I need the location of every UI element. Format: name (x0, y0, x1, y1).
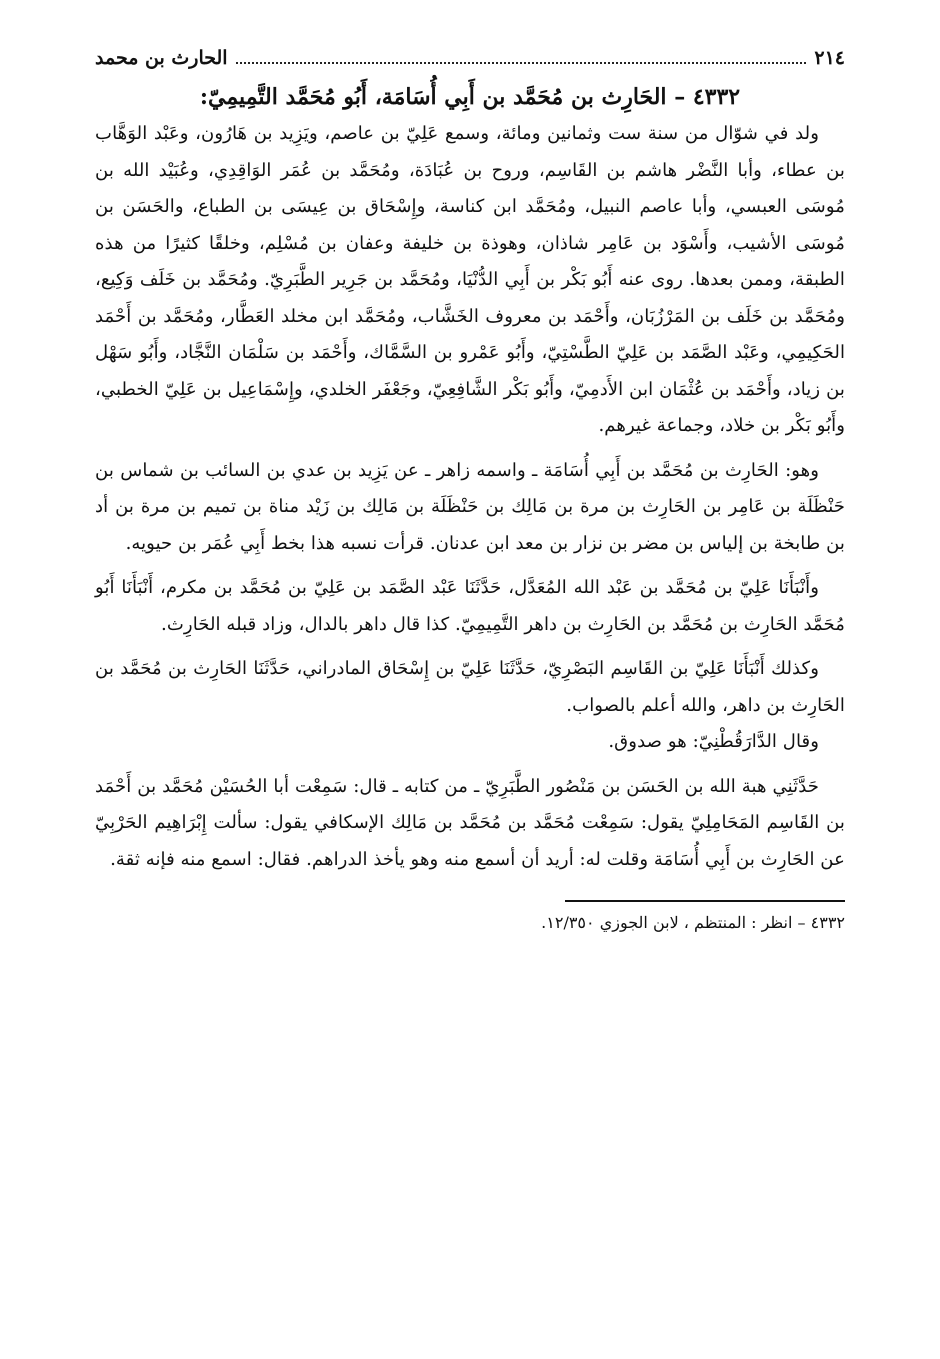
isnad-paragraph-1: وأَنْبَأَنَا عَلِيّ بن مُحَمَّد بن عَبْد الله المُعَدَّل، حَدَّثَنَا عَبْد الصَّمَد بن عَلِيّ بن مُحَمَّد بن مكرم، أَنْبَأَنَا أَبُو مُحَمَّد الحَارِث بن مُحَمَّد بن الحَارِث بن داهر التَّمِيمِيّ. كذا قال داهر بالدال، وزاد قبله الحَارِث. (95, 577, 845, 635)
biography-paragraph: ولد في شوّال من سنة ست وثمانين ومائة، وسمع عَلِيّ بن عاصم، ويَزِيد بن هَارُون، وعَبْد الوَهَّاب بن عطاء، وأبا النَّضْر هاشم بن القَاسِم، وروح بن عُبَادَة، ومُحَمَّد بن عُمَر الوَاقِدِي، وعُبَيْد الله بن مُوسَى العبسي، وأبا عاصم النبيل، ومُحَمَّد ابن كناسة، وإِسْحَاق بن عِيسَى بن الطباع، والحَسَن بن مُوسَى الأشيب، وأَسْوَد بن عَامِر شاذان، وهوذة بن خليفة وعفان بن مُسْلِم، وخلقًا كثيرًا من هذه الطبقة، وممن بعدها. روى عنه أَبُو بَكْر بن أَبِي الدُّنْيَا، ومُحَمَّد بن جَرِير الطَّبَرِيّ. ومُحَمَّد بن خَلَف وَكِيع، ومُحَمَّد بن خَلَف بن المَرْزُبَان، وأَحْمَد بن معروف الخَشَّاب، ومُحَمَّد ابن مخلد العَطَّار، ومُحَمَّد بن أَحْمَد الحَكِيمِي، وعَبْد الصَّمَد بن عَلِيّ الطَّسْتِيّ، وأَبُو عَمْرو بن السَّمَّاك، وأَحْمَد بن سَلْمَان النَّجَّاد، وأَبُو سَهْل بن زياد، وأَحْمَد بن عُثْمَان ابن الأَدمِيّ، وأَبُو بَكْر الشَّافِعِيّ، وجَعْفَر الخلدي، وإِسْمَاعِيل بن عَلِيّ الخطبي، وأَبُو بَكْر بن خلاد، وجماعة غيرهم. (95, 123, 845, 436)
harbi-paragraph: حَدَّثَنِي هبة الله بن الحَسَن بن مَنْصُور الطَّبَرِيّ ـ من كتابه ـ قال: سَمِعْت أبا الحُسَيْن مُحَمَّد بن أَحْمَد بن القَاسِم المَحَامِلِيّ يقول: سَمِعْت مُحَمَّد بن مُحَمَّد بن مَالِك الإسكافي يقول: سألت إِبْرَاهِيم الحَرْبِيّ عن الحَارِث بن أَبِي أُسَامَة وقلت له: أريد أن أسمع منه وهو يأخذ الدراهم. فقال: اسمع منه فإنه ثقة. (95, 775, 845, 870)
footnote: ٤٣٣٢ – انظر : المنتظم ، لابن الجوزي ١٢/٣٥٠. (541, 913, 845, 932)
running-header (95, 38, 845, 78)
entry-heading: ٤٣٣٢ – الحَارِث بن مُحَمَّد بن أَبِي أُسَامَة، أَبُو مُحَمَّد التَّمِيمِيّ: (199, 84, 741, 110)
lineage-paragraph: وهو: الحَارِث بن مُحَمَّد بن أَبِي أُسَامَة ـ واسمه زاهر ـ عن يَزِيد بن عدي بن السائب بن شماس بن حَنْظَلَة بن عَامِر بن الحَارِث بن مرة بن مَالِك بن حَنْظَلَة بن مَالِك بن زَيْد مناة بن تميم بن مرة بن أد بن طابخة بن إلياس بن مضر بن نزار بن معد ابن عدنان. قرأت نسبه هذا بخط أَبِي عُمَر بن حيويه. (95, 459, 845, 554)
footnote-rule (565, 900, 845, 902)
daraqutni-paragraph: وقال الدَّارَقُطْنِيّ: هو صدوق. (608, 731, 819, 752)
isnad-paragraph-2: وكذلك أَنْبَأَنَا عَلِيّ بن القَاسِم البَصْرِيّ، حَدَّثَنَا عَلِيّ بن إِسْحَاق المادراني، حَدَّثَنَا الحَارِث بن مُحَمَّد بن الحَارِث بن داهر، والله أعلم بالصواب. (95, 658, 845, 716)
running-title: الحارث بن محمد (95, 47, 228, 69)
book-page (95, 38, 845, 940)
page-number: ٢١٤ (814, 47, 845, 69)
header-dotted-leader (236, 48, 807, 64)
